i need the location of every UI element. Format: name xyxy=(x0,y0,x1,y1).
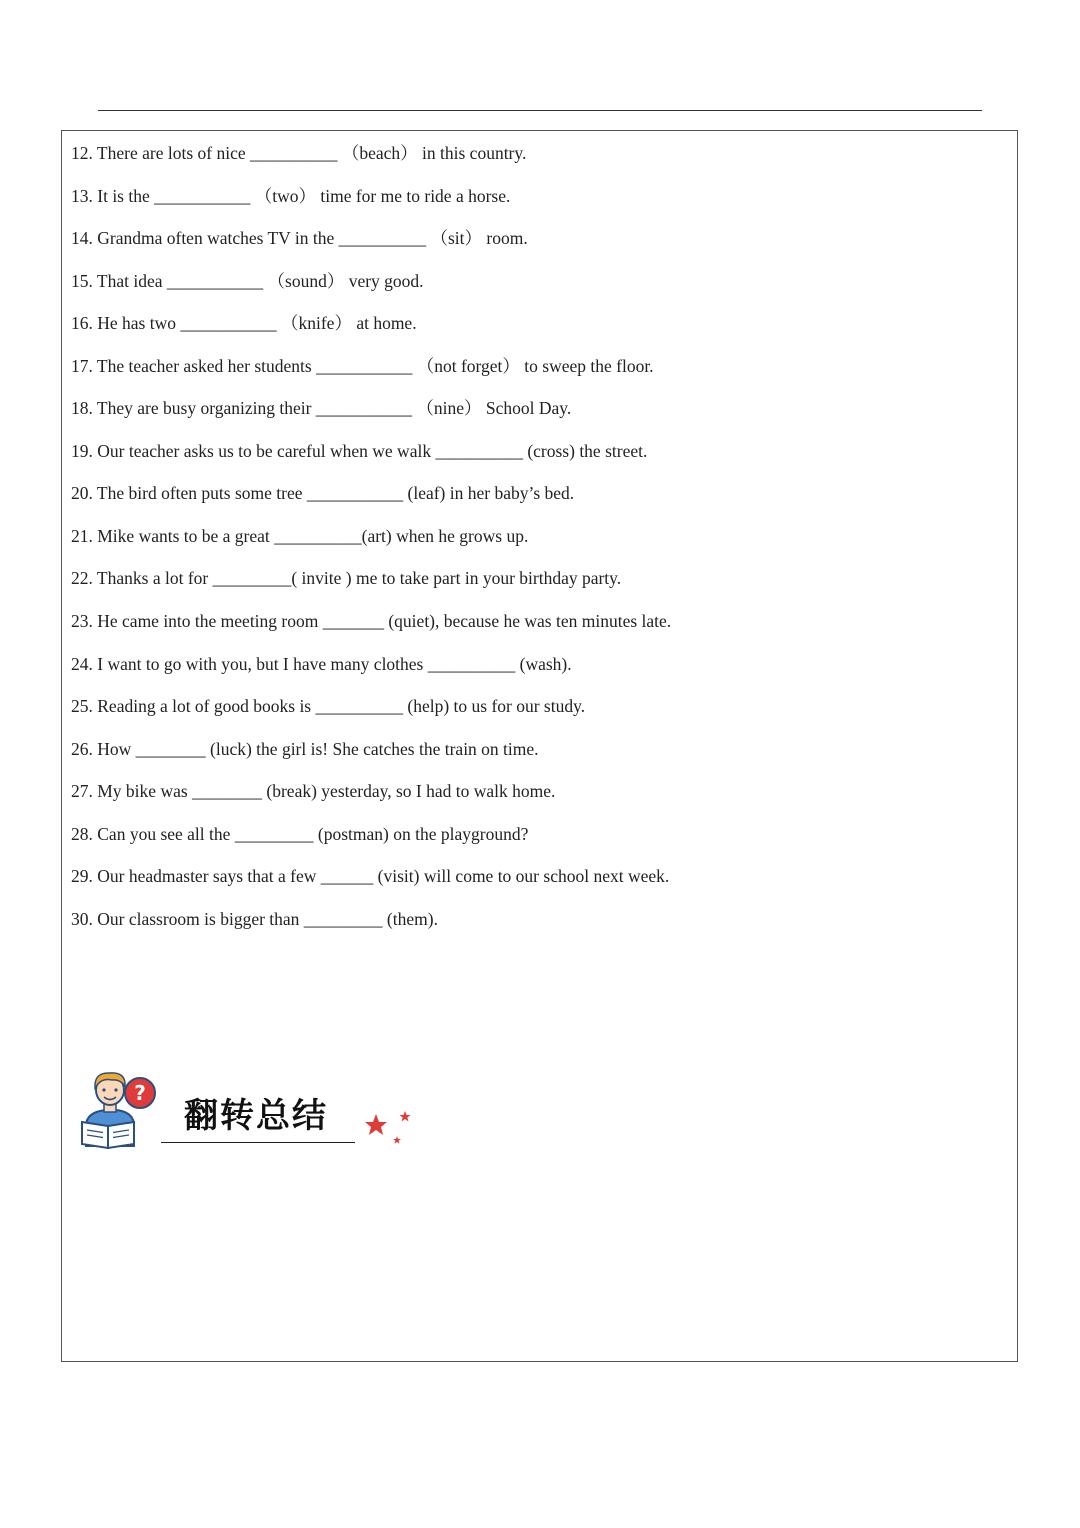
question-12: 12. There are lots of nice __________ （beach） in this country. xyxy=(71,143,527,163)
svg-text:?: ? xyxy=(134,1081,146,1105)
question-26: 26. How ________ (luck) the girl is! She catches the train on time. xyxy=(71,738,539,759)
section-title-underline xyxy=(161,1142,355,1143)
question-22: 22. Thanks a lot for _________( invite ) me to take part in your birthday party. xyxy=(71,568,622,589)
header-rule xyxy=(98,110,982,111)
question-25: 25. Reading a lot of good books is __________ (help) to us for our study. xyxy=(71,696,586,717)
question-14: 14. Grandma often watches TV in the __________ （sit） room. xyxy=(71,228,528,249)
question-19: 19. Our teacher asks us to be careful when we walk __________ (cross) the street. xyxy=(71,440,648,461)
question-16: 16. He has two ___________ （knife） at home. xyxy=(71,313,417,334)
question-29: 29. Our headmaster says that a few ______ (visit) will come to our school next week. xyxy=(71,866,670,887)
question-13: 13. It is the ___________ （two） time for me to ride a horse. xyxy=(71,185,511,206)
question-23: 23. He came into the meeting room _______ (quiet), because he was ten minutes late. xyxy=(71,611,672,632)
reader-with-question-mark-icon xyxy=(76,1068,158,1150)
red-stars-icon xyxy=(364,1110,414,1146)
question-21: 21. Mike wants to be a great __________(art) when he grows up. xyxy=(71,525,529,546)
question-24: 24. I want to go with you, but I have many clothes __________ (wash). xyxy=(71,653,572,674)
question-30: 30. Our classroom is bigger than _________ (them). xyxy=(71,908,438,929)
question-20: 20. The bird often puts some tree ___________ (leaf) in her baby’s bed. xyxy=(71,483,575,504)
section-header xyxy=(76,1068,436,1158)
question-18: 18. They are busy organizing their ___________ （nine） School Day. xyxy=(71,398,572,419)
question-27: 27. My bike was ________ (break) yesterday, so I had to walk home. xyxy=(71,781,556,802)
question-list xyxy=(71,140,671,948)
section-title: 翻转总结 xyxy=(184,1096,328,1136)
question-15: 15. That idea ___________ （sound） very good. xyxy=(71,270,424,291)
question-28: 28. Can you see all the _________ (postman) on the playground? xyxy=(71,823,529,844)
question-17: 17. The teacher asked her students ___________ （not forget） to sweep the floor. xyxy=(71,355,654,376)
